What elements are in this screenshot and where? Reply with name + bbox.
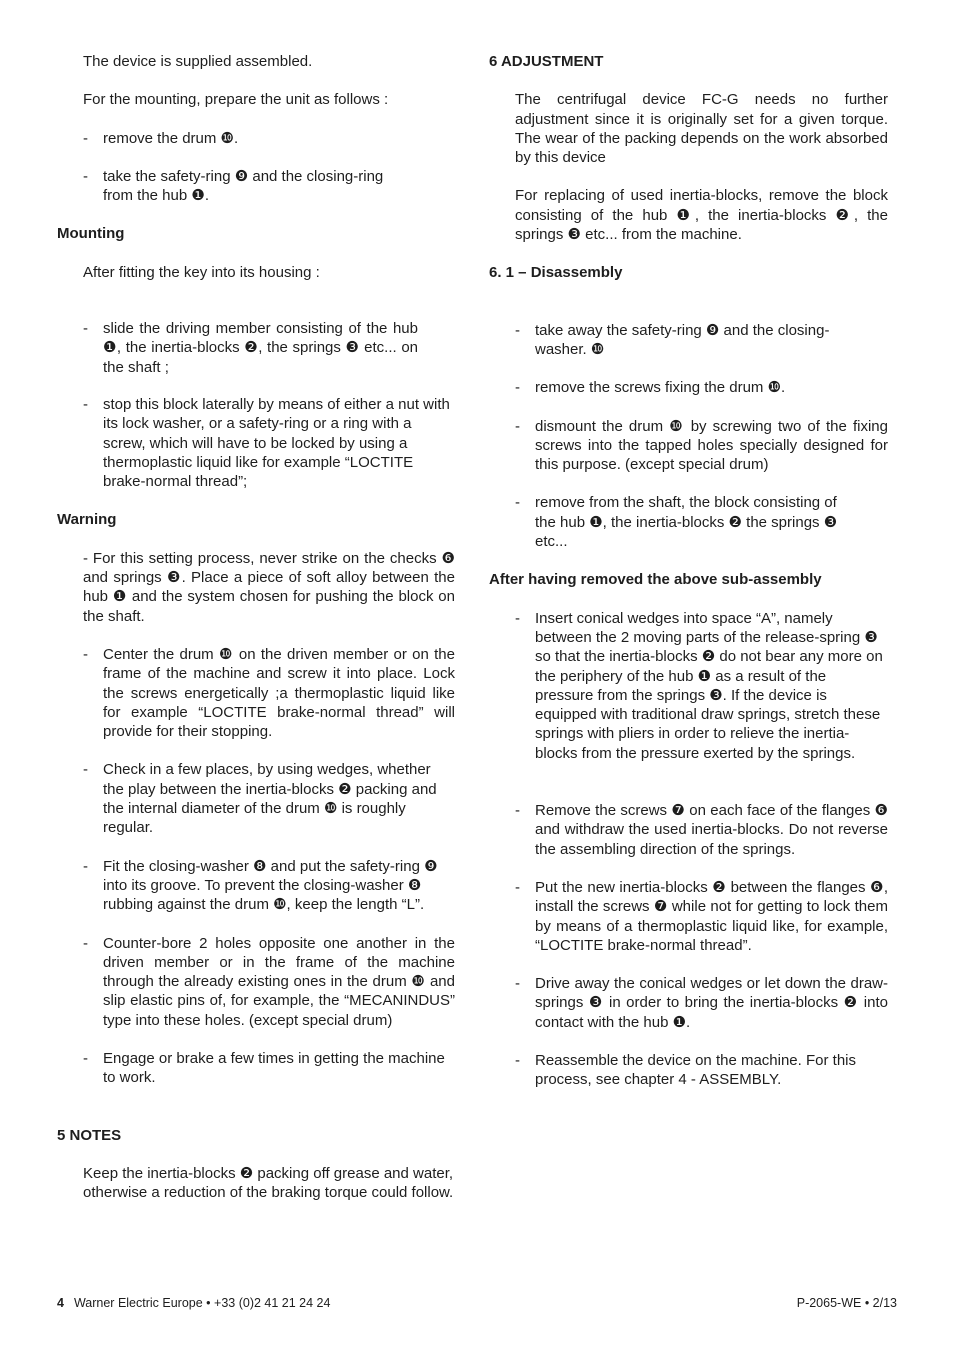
after-removal-heading: After having removed the above sub-assembly — [489, 571, 822, 589]
list-item: - remove from the shaft, the block consisting of the hub ❶, the inertia-blocks ❷ the springs ❸ etc... — [515, 494, 838, 551]
list-item: - take the safety-ring ❾ and the closing-ring from the hub ❶. — [83, 167, 384, 205]
list-item: - Reassemble the device on the machine. For this process, see chapter 4 - ASSEMBLY. — [515, 1051, 856, 1089]
list-item: - Put the new inertia-blocks ❷ between the flanges ❻, install the screws ❼ while not for getting to lock them by means of a thermoplastic liquid like, for example, “LOCTITE brake-normal thread”. — [515, 878, 888, 954]
left-column — [57, 52, 455, 1202]
list-item: - stop this block laterally by means of either a nut with its lock washer, or a safety-ring or a ring with a screw, which will have to be locked by using a thermoplastic liquid like for example “LOCTITE brake-normal thread”; — [83, 395, 450, 491]
list-item: - Engage or brake a few times in getting the machine to work. — [83, 1049, 445, 1087]
adjustment-text: The centrifugal device FC-G needs no further adjustment since it is originally set for a given torque. The wear of the packing depends on the work absorbed by this device — [515, 91, 888, 167]
notes-text: Keep the inertia-blocks ❷ packing off grease and water, otherwise a reduction of the braking torque could follow. — [83, 1164, 454, 1202]
supplied-text: The device is supplied assembled. — [83, 53, 313, 70]
right-column — [489, 52, 888, 1090]
list-item: - Check in a few places, by using wedges, whether the play between the inertia-blocks ❷ packing and the internal diameter of the drum ❿ is roughly regular. — [83, 761, 437, 837]
list-item: - remove the drum ❿. — [83, 129, 239, 147]
adjustment-heading: 6 ADJUSTMENT — [489, 53, 604, 70]
mounting-heading: Mounting — [57, 225, 125, 243]
notes-heading: 5 NOTES — [57, 1126, 122, 1144]
warning-heading: Warning — [57, 511, 117, 529]
warning-intro: - For this setting process, never strike on the checks ❻ and springs ❸. Place a piece of soft alloy between the hub ❶ and the system chosen for pushing the block on the shaft. — [83, 549, 455, 625]
list-item: - Drive away the conical wedges or let down the draw-springs ❸ in order to bring the inertia-blocks ❷ into contact with the hub ❶. — [515, 975, 888, 1031]
list-item: - Insert conical wedges into space “A”, namely between the 2 moving parts of the release-spring ❸ so that the inertia-blocks ❷ do not bear any more on the periphery of the hub ❶ as a result of the pressure from the springs ❸. If the device is equipped with traditional draw springs, stretch these springs with pliers in order to relieve the inertia-blocks from the pressure exerted by the springs. — [515, 609, 883, 762]
list-item: - Fit the closing-washer ❽ and put the safety-ring ❾ into its groove. To prevent the closing-washer ❽ rubbing against the drum ❿, keep the length “L”. — [83, 857, 438, 914]
list-item: - take away the safety-ring ❾ and the closing-washer. ❿ — [515, 321, 830, 358]
footer-left — [57, 1294, 330, 1313]
page-number: 4 — [57, 1296, 64, 1310]
list-item: - remove the screws fixing the drum ❿. — [515, 379, 786, 397]
list-item: - dismount the drum ❿ by screwing two of the fixing screws into the tapped holes specially designed for this purpose. (except special drum) — [515, 417, 888, 474]
prepare-text: For the mounting, prepare the unit as follows : — [83, 91, 389, 109]
disassembly-heading: 6. 1 – Disassembly — [489, 264, 623, 282]
page-footer — [57, 1294, 897, 1313]
list-item: - Center the drum ❿ on the driven member or on the frame of the machine and screw it into place. Lock the screws energetically ;a thermoplastic liquid like for example “LOCTITE brake-normal thread” will provide for their stopping. — [83, 645, 455, 741]
after-key-text: After fitting the key into its housing : — [83, 263, 320, 281]
footer-company: Warner Electric Europe • +33 (0)2 41 21 24 24 — [73, 1296, 331, 1310]
list-item: - Counter-bore 2 holes opposite one another in the driven member or in the frame of the machine through the already existing ones in the drum ❿ and slip elastic pins of, for example, the “MECANINDUS” type into these holes. (except special drum) — [83, 934, 455, 1029]
replacing-text: For replacing of used inertia-blocks, remove the block consisting of the hub ❶, the inertia-blocks ❷, the springs ❸ etc... from the machine. — [515, 187, 888, 244]
list-item: - slide the driving member consisting of the hub ❶, the inertia-blocks ❷, the springs ❸ etc... on the shaft ; — [83, 320, 418, 376]
document-reference: P-2065-WE • 2/13 — [796, 1296, 897, 1310]
list-item: - Remove the screws ❼ on each face of the flanges ❻ and withdraw the used inertia-blocks. Do not reverse the assembling direction of the springs. — [515, 802, 888, 858]
